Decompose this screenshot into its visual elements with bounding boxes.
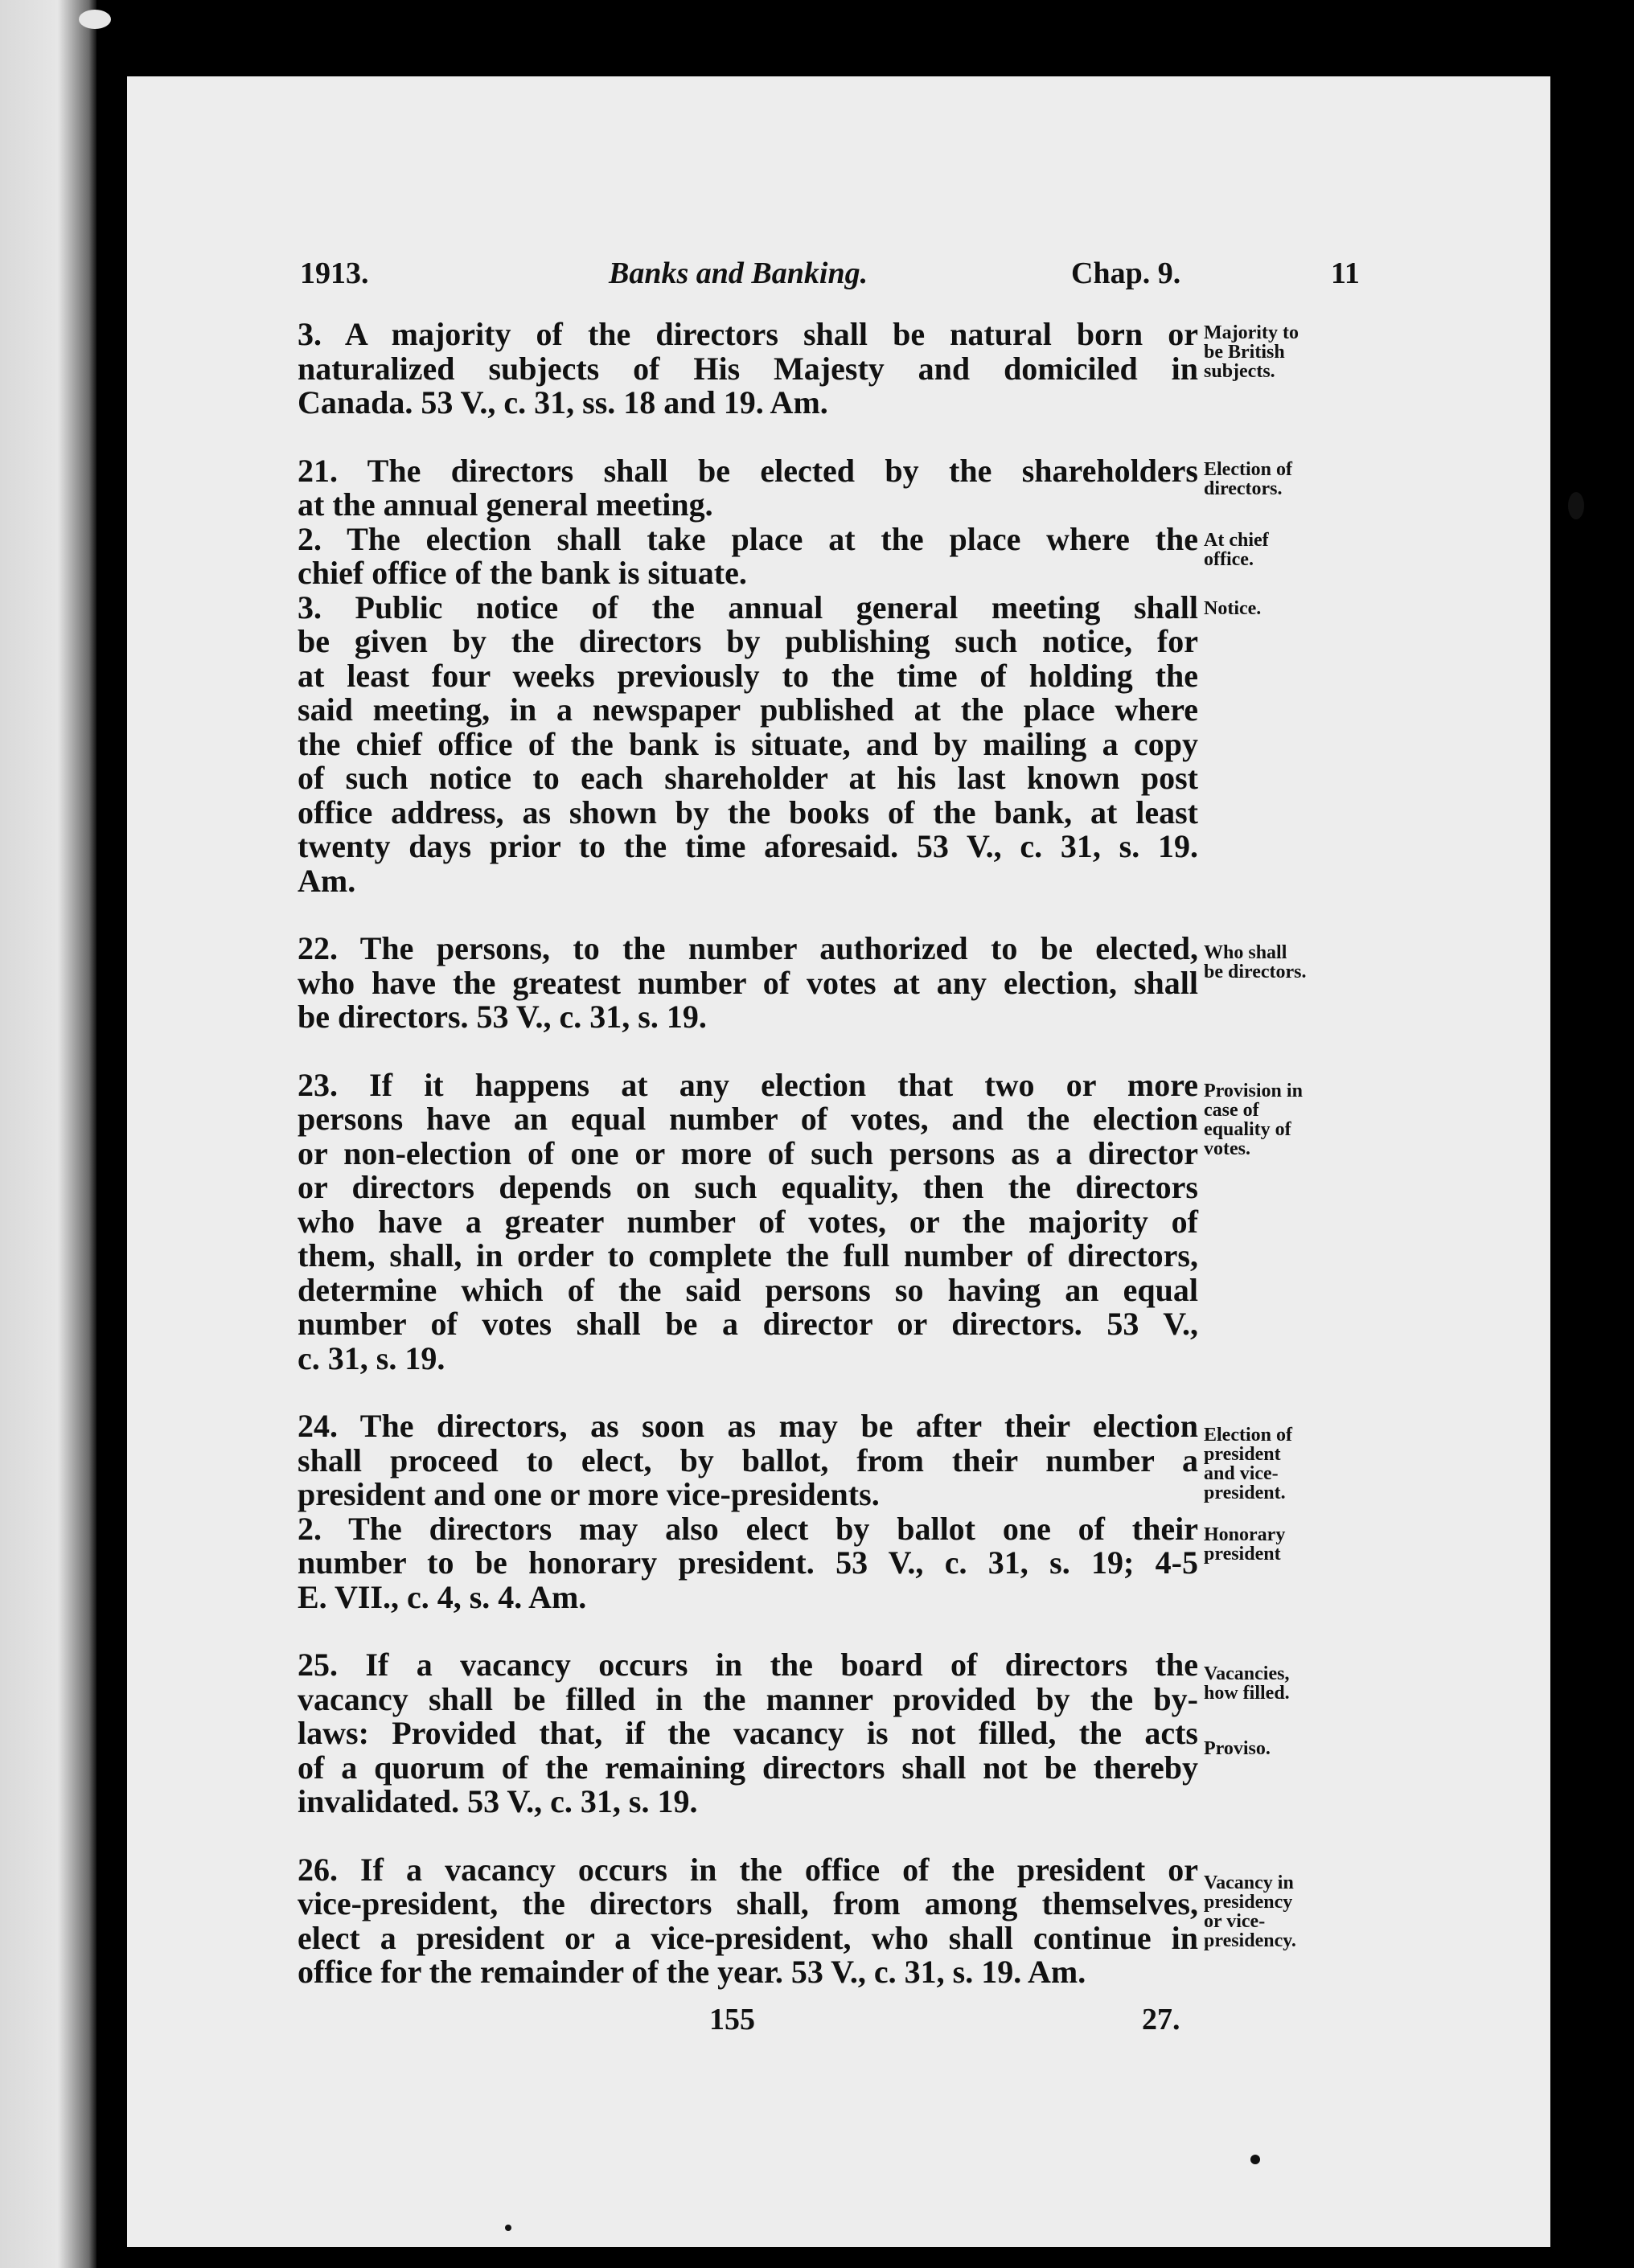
paragraph-gap: [298, 420, 1198, 454]
left-page-edge: [0, 0, 96, 2268]
body-line: of such notice to each shareholder at his last known post: [298, 760, 1198, 796]
scan-speck: [79, 10, 111, 29]
footer-page-number: 155: [709, 2003, 755, 2036]
body-line: 22. The persons, to the number authorized to be elected,: [298, 930, 1198, 966]
header-year: 1913.: [300, 256, 369, 290]
body-line: them, shall, in order to complete the full number of directors,: [298, 1237, 1198, 1273]
body-line: vacancy shall be filled in the manner provided by the by-: [298, 1680, 1198, 1717]
body-line: elect a president or a vice-president, who shall continue in: [298, 1919, 1198, 1956]
body-line: said meeting, in a newspaper published at the place where: [298, 691, 1198, 728]
paragraph-gap: [298, 1614, 1198, 1648]
body-line: or directors depends on such equality, then the directors: [298, 1169, 1198, 1205]
body-line: president and one or more vice-presidents.: [298, 1476, 880, 1512]
paragraph-gap: [298, 1819, 1198, 1853]
body-line: invalidated. 53 V., c. 31, s. 19.: [298, 1783, 698, 1819]
body-line: 2. The election shall take place at the place where the: [298, 520, 1198, 557]
footer-catchword: 27.: [1142, 2003, 1180, 2036]
body-line: be given by the directors by publishing such notice, for: [298, 623, 1198, 659]
body-line: who have the greatest number of votes at any election, shall: [298, 964, 1198, 1001]
body-line: at least four weeks previously to the time of holding the: [298, 657, 1198, 694]
scan-speck: [505, 2225, 511, 2231]
margin-note-at-chief-office: At chief office.: [1204, 530, 1269, 570]
body-line: naturalized subjects of His Majesty and domiciled in: [298, 350, 1198, 387]
body-line: Am.: [298, 862, 356, 899]
margin-note-election-of-directors: Election of directors.: [1204, 459, 1292, 499]
body-line: laws: Provided that, if the vacancy is not filled, the acts: [298, 1715, 1198, 1751]
body-line: 2. The directors may also elect by ballot one of their: [298, 1510, 1198, 1547]
body-line: shall proceed to elect, by ballot, from their number a: [298, 1442, 1198, 1479]
body-line: Canada. 53 V., c. 31, ss. 18 and 19. Am.: [298, 384, 828, 420]
body-line: vice-president, the directors shall, from among themselves,: [298, 1885, 1198, 1921]
body-line: at the annual general meeting.: [298, 486, 713, 523]
margin-note-majority: Majority to be British subjects.: [1204, 322, 1299, 382]
margin-note-provision-equality: Provision in case of equality of votes.: [1204, 1081, 1303, 1159]
body-text: [298, 318, 1198, 1990]
body-line: E. VII., c. 4, s. 4. Am.: [298, 1578, 587, 1615]
body-line: office for the remainder of the year. 53 V., c. 31, s. 19. Am.: [298, 1954, 1086, 1990]
body-line: 25. If a vacancy occurs in the board of directors the: [298, 1647, 1198, 1683]
body-line: number to be honorary president. 53 V., c. 31, s. 19; 4-5: [298, 1544, 1198, 1581]
scan-speck: [1568, 492, 1584, 519]
body-line: 24. The directors, as soon as may be after their election: [298, 1408, 1198, 1444]
margin-note-vacancy-presidency: Vacancy in presidency or vice- presidency.: [1204, 1872, 1296, 1951]
margin-note-who-shall-be-directors: Who shall be directors.: [1204, 942, 1307, 982]
margin-note-honorary-president: Honorary president: [1204, 1524, 1286, 1565]
paragraph-gap: [298, 898, 1198, 932]
paragraph-gap: [298, 1376, 1198, 1409]
scan-speck: [1250, 2155, 1260, 2164]
margin-note-vacancies: Vacancies, how filled.: [1204, 1663, 1290, 1704]
body-line: the chief office of the bank is situate, and by mailing a copy: [298, 725, 1198, 762]
margin-note-election-of-president: Election of president and vice- president.: [1204, 1425, 1292, 1503]
body-line: number of votes shall be a director or directors. 53 V.,: [298, 1306, 1198, 1342]
paragraph-gap: [298, 1035, 1198, 1068]
margin-note-notice: Notice.: [1204, 598, 1262, 619]
body-line: chief office of the bank is situate.: [298, 555, 747, 591]
body-line: of a quorum of the remaining directors shall not be thereby: [298, 1749, 1198, 1786]
body-line: be directors. 53 V., c. 31, s. 19.: [298, 999, 707, 1035]
body-line: persons have an equal number of votes, and the election: [298, 1101, 1198, 1137]
body-line: twenty days prior to the time aforesaid. 53 V., c. 31, s. 19.: [298, 828, 1198, 864]
margin-note-proviso: Proviso.: [1204, 1738, 1271, 1759]
body-line: office address, as shown by the books of the bank, at least: [298, 794, 1198, 831]
body-line: 26. If a vacancy occurs in the office of the president or: [298, 1851, 1198, 1888]
header-title: Banks and Banking.: [609, 256, 868, 290]
body-line: or non-election of one or more of such persons as a director: [298, 1134, 1198, 1171]
body-line: 23. If it happens at any election that two or more: [298, 1066, 1198, 1103]
body-line: 3. A majority of the directors shall be natural born or: [298, 316, 1198, 352]
body-line: 3. Public notice of the annual general meeting shall: [298, 589, 1198, 625]
header-page-number: 11: [1331, 256, 1360, 290]
header-chapter: Chap. 9.: [1071, 256, 1181, 290]
body-line: 21. The directors shall be elected by the shareholders: [298, 452, 1198, 489]
body-line: who have a greater number of votes, or the majority of: [298, 1203, 1198, 1240]
body-line: determine which of the said persons so having an equal: [298, 1271, 1198, 1308]
body-line: c. 31, s. 19.: [298, 1339, 445, 1376]
